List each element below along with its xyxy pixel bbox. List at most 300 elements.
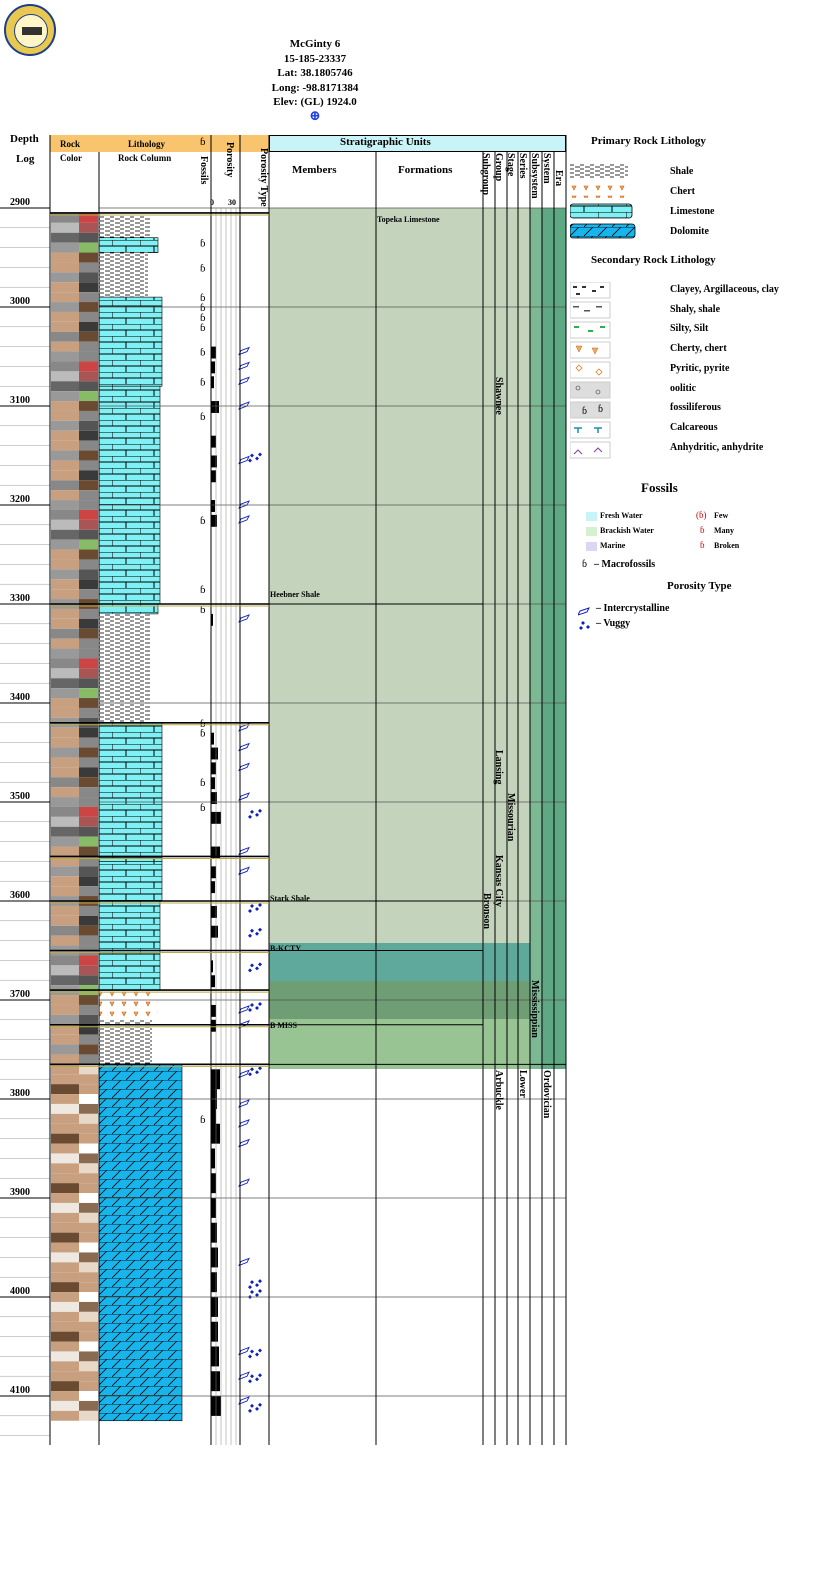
depth-label: 3900 bbox=[10, 1187, 30, 1198]
vuggy-dot bbox=[255, 966, 259, 970]
color-band bbox=[79, 213, 98, 223]
color-band bbox=[79, 1203, 98, 1213]
color-band bbox=[79, 490, 98, 500]
lithology-interval bbox=[99, 238, 158, 253]
color-band bbox=[79, 757, 98, 767]
color-band bbox=[51, 1203, 79, 1213]
color-band bbox=[51, 777, 79, 787]
color-band bbox=[51, 1134, 79, 1144]
fossil-symbol: ɓ bbox=[200, 410, 206, 423]
porosity-header: Porosity bbox=[224, 142, 235, 178]
legend-porosity-icons bbox=[578, 603, 594, 633]
color-band bbox=[51, 738, 79, 748]
fossil-symbol: ɓ bbox=[200, 302, 206, 314]
legend-intercrystalline: – Intercrystalline bbox=[596, 603, 670, 614]
color-band bbox=[79, 559, 98, 569]
color-band bbox=[79, 807, 98, 817]
lithology-interval bbox=[99, 951, 160, 991]
color-band bbox=[51, 866, 79, 876]
color-band bbox=[51, 748, 79, 758]
color-band bbox=[79, 381, 98, 391]
color-band bbox=[79, 1153, 98, 1163]
lithology-interval bbox=[99, 901, 160, 951]
color-band bbox=[51, 757, 79, 767]
legend-secondary-title: Secondary Rock Lithology bbox=[591, 254, 716, 266]
vuggy-mark bbox=[248, 1289, 262, 1299]
color-band bbox=[79, 1134, 98, 1144]
color-band bbox=[51, 559, 79, 569]
vuggy-dot bbox=[255, 457, 259, 461]
color-band bbox=[51, 678, 79, 688]
color-band bbox=[79, 728, 98, 738]
lithology-interval bbox=[99, 253, 148, 298]
color-band bbox=[79, 639, 98, 649]
porosity-type-symbols bbox=[239, 348, 262, 1413]
color-band bbox=[51, 322, 79, 332]
porosity-bar bbox=[211, 1020, 216, 1032]
color-band bbox=[51, 1045, 79, 1055]
era-header: Era bbox=[553, 170, 564, 187]
vuggy-mark bbox=[248, 1279, 262, 1289]
color-band bbox=[79, 629, 98, 639]
color-band bbox=[79, 817, 98, 827]
color-band bbox=[51, 1114, 79, 1124]
color-band bbox=[79, 253, 98, 263]
color-band bbox=[79, 906, 98, 916]
vuggy-mark bbox=[248, 809, 262, 819]
well-lat: Lat: 38.1805746 bbox=[277, 67, 353, 79]
broken-fossil-icon: ɓ bbox=[700, 540, 705, 550]
vuggy-dot bbox=[248, 1008, 252, 1012]
vuggy-dot bbox=[255, 1352, 259, 1356]
depth-label: 4000 bbox=[10, 1286, 30, 1297]
color-band bbox=[79, 352, 98, 362]
color-band bbox=[51, 381, 79, 391]
vuggy-icon bbox=[579, 621, 590, 630]
color-band bbox=[79, 243, 98, 253]
legend-limestone-swatch bbox=[570, 204, 632, 218]
color-band bbox=[51, 421, 79, 431]
color-band bbox=[51, 1005, 79, 1015]
color-band bbox=[79, 995, 98, 1005]
color-band bbox=[79, 530, 98, 540]
color-band bbox=[51, 1025, 79, 1035]
lithology-interval bbox=[99, 723, 162, 862]
color-band bbox=[79, 619, 98, 629]
legend-chert-swatch bbox=[570, 184, 628, 198]
color-band bbox=[79, 1243, 98, 1253]
color-band bbox=[79, 1035, 98, 1045]
formations-header: Formations bbox=[398, 164, 453, 176]
color-band bbox=[51, 312, 79, 322]
color-band bbox=[51, 658, 79, 668]
color-band bbox=[51, 797, 79, 807]
color-band bbox=[79, 1411, 98, 1421]
color-band bbox=[79, 975, 98, 985]
color-band bbox=[79, 589, 98, 599]
color-band bbox=[51, 817, 79, 827]
porosity-bar bbox=[211, 1005, 216, 1017]
color-band bbox=[79, 292, 98, 302]
color-band bbox=[51, 441, 79, 451]
legend-dolomite: Dolomite bbox=[670, 226, 709, 237]
porosity-bar bbox=[211, 500, 215, 512]
vuggy-mark bbox=[248, 1373, 262, 1383]
color-band bbox=[79, 787, 98, 797]
legend-secondary-swatches bbox=[570, 282, 615, 462]
porosity-bar bbox=[211, 926, 218, 938]
vuggy-dot bbox=[258, 1279, 262, 1283]
color-band bbox=[79, 916, 98, 926]
color-band bbox=[79, 451, 98, 461]
well-long: Long: -98.8171384 bbox=[271, 81, 359, 94]
color-band bbox=[79, 1064, 98, 1074]
color-band bbox=[51, 965, 79, 975]
vuggy-dot bbox=[255, 932, 259, 936]
marine-swatch bbox=[586, 542, 597, 551]
color-band bbox=[51, 1104, 79, 1114]
strat-shawnee: Shawnee bbox=[493, 377, 504, 415]
color-band bbox=[79, 1183, 98, 1193]
fossil-symbol: ɓ bbox=[200, 717, 206, 730]
color-band bbox=[51, 262, 79, 272]
color-band bbox=[79, 1371, 98, 1381]
color-band bbox=[51, 886, 79, 896]
depth-label: 4100 bbox=[10, 1385, 30, 1396]
color-band bbox=[51, 470, 79, 480]
vuggy-dot bbox=[255, 1283, 259, 1287]
vuggy-dot bbox=[248, 1072, 252, 1076]
color-band bbox=[51, 460, 79, 470]
color-band bbox=[79, 837, 98, 847]
legend-chert: Chert bbox=[670, 186, 695, 197]
legend-limestone: Limestone bbox=[670, 206, 715, 217]
vuggy-dot bbox=[248, 968, 252, 972]
vuggy-dot bbox=[255, 1006, 259, 1010]
color-band bbox=[51, 1332, 79, 1342]
color-band bbox=[51, 1322, 79, 1332]
color-band bbox=[51, 619, 79, 629]
color-band bbox=[79, 1084, 98, 1094]
fossil-symbol: ɓ bbox=[200, 603, 206, 616]
color-band bbox=[51, 1193, 79, 1203]
porosity-bar bbox=[211, 1069, 220, 1089]
color-band bbox=[79, 550, 98, 560]
color-band bbox=[51, 1272, 79, 1282]
color-band bbox=[79, 262, 98, 272]
color-band bbox=[51, 876, 79, 886]
porosity-bar bbox=[211, 748, 218, 760]
lithology-interval bbox=[99, 614, 150, 723]
vuggy-dot bbox=[258, 928, 262, 932]
vuggy-dot bbox=[258, 1289, 262, 1293]
lithology-interval bbox=[99, 604, 158, 614]
color-band bbox=[51, 955, 79, 965]
fossil-symbol: ɓ bbox=[200, 321, 206, 334]
color-band bbox=[51, 847, 79, 857]
svg-text:ɓ: ɓ bbox=[582, 406, 587, 417]
vuggy-dot bbox=[255, 1293, 259, 1297]
vuggy-dot bbox=[258, 1348, 262, 1352]
rock-column-lithology bbox=[99, 213, 182, 1421]
vuggy-dot bbox=[248, 934, 252, 938]
color-band bbox=[79, 1045, 98, 1055]
color-band bbox=[51, 1292, 79, 1302]
color-band bbox=[51, 332, 79, 342]
legend-pyritic: Pyritic, pyrite bbox=[670, 363, 730, 374]
vuggy-dot bbox=[248, 1285, 252, 1289]
color-band bbox=[79, 1292, 98, 1302]
porosity-bar bbox=[211, 1322, 218, 1342]
color-band bbox=[79, 1302, 98, 1312]
color-band bbox=[51, 352, 79, 362]
color-band bbox=[51, 1302, 79, 1312]
color-header: Color bbox=[60, 153, 82, 163]
color-band bbox=[51, 1035, 79, 1045]
color-band bbox=[79, 698, 98, 708]
color-band bbox=[51, 411, 79, 421]
color-band bbox=[79, 866, 98, 876]
color-band bbox=[79, 649, 98, 659]
color-band bbox=[51, 431, 79, 441]
lithology-interval bbox=[99, 990, 158, 1020]
vuggy-dot bbox=[248, 1354, 252, 1358]
color-band bbox=[51, 490, 79, 500]
lithology-interval bbox=[99, 213, 150, 238]
porosity-bar bbox=[211, 1124, 220, 1144]
vuggy-mark bbox=[248, 1348, 262, 1358]
fossil-symbol: ɓ bbox=[200, 237, 206, 250]
color-band bbox=[79, 1124, 98, 1134]
vuggy-dot bbox=[255, 1377, 259, 1381]
color-band bbox=[79, 965, 98, 975]
vuggy-dot bbox=[250, 929, 254, 933]
rock-color-column bbox=[51, 213, 98, 1421]
depth-label: 3200 bbox=[10, 494, 30, 505]
depth-label: 3000 bbox=[10, 296, 30, 307]
porosity-grid bbox=[216, 208, 236, 1445]
vuggy-dot bbox=[250, 1349, 254, 1353]
color-band bbox=[51, 688, 79, 698]
color-band bbox=[51, 698, 79, 708]
color-band bbox=[79, 1401, 98, 1411]
color-band bbox=[79, 579, 98, 589]
well-name: McGinty 6 bbox=[289, 38, 341, 50]
legend-fresh-water: Fresh Water bbox=[600, 511, 643, 520]
subgroup-header: Subgroup bbox=[480, 153, 491, 196]
fossil-symbol: ɓ bbox=[200, 346, 206, 359]
color-band bbox=[79, 371, 98, 381]
color-band bbox=[79, 272, 98, 282]
color-band bbox=[79, 668, 98, 678]
color-band bbox=[51, 837, 79, 847]
color-band bbox=[51, 579, 79, 589]
color-band bbox=[51, 1183, 79, 1193]
well-elev: Elev: (GL) 1924.0 bbox=[273, 96, 357, 108]
fossil-symbol: ɓ bbox=[200, 777, 206, 790]
color-band bbox=[51, 629, 79, 639]
lithology-interval bbox=[99, 297, 162, 386]
color-band bbox=[51, 1015, 79, 1025]
color-band bbox=[79, 777, 98, 787]
color-band bbox=[79, 361, 98, 371]
color-band bbox=[79, 1342, 98, 1352]
strat-lower: Lower bbox=[517, 1070, 528, 1098]
depth-label: 3800 bbox=[10, 1088, 30, 1099]
porosity-bar bbox=[211, 1173, 216, 1193]
rock-header: Rock bbox=[60, 139, 80, 149]
color-band bbox=[51, 569, 79, 579]
subsystem-header: Subsystem bbox=[529, 153, 540, 199]
macrofossil-icon: ɓ bbox=[582, 559, 587, 570]
strat-heebner: Heebner Shale bbox=[270, 590, 320, 599]
legend-broken: Broken bbox=[714, 541, 740, 550]
color-band bbox=[79, 827, 98, 837]
group-header: Group bbox=[493, 153, 504, 182]
color-band bbox=[51, 1243, 79, 1253]
color-band bbox=[79, 1361, 98, 1371]
legend-many: Many bbox=[714, 526, 734, 535]
color-band bbox=[79, 500, 98, 510]
color-band bbox=[51, 916, 79, 926]
legend-primary-title: Primary Rock Lithology bbox=[591, 135, 706, 147]
few-fossil-icon: (ɓ) bbox=[696, 510, 707, 520]
color-band bbox=[51, 1084, 79, 1094]
color-band bbox=[79, 223, 98, 233]
depth-label: 3300 bbox=[10, 593, 30, 604]
color-band bbox=[51, 767, 79, 777]
vuggy-dot bbox=[250, 1067, 254, 1071]
color-band bbox=[51, 975, 79, 985]
color-band bbox=[51, 253, 79, 263]
color-band bbox=[79, 1005, 98, 1015]
vuggy-dot bbox=[258, 1002, 262, 1006]
color-band bbox=[79, 1322, 98, 1332]
color-band bbox=[51, 1064, 79, 1074]
color-band bbox=[51, 936, 79, 946]
fossil-symbol: ɓ bbox=[200, 727, 206, 740]
color-band bbox=[51, 371, 79, 381]
color-band bbox=[51, 223, 79, 233]
color-band bbox=[51, 1411, 79, 1421]
porosity-bar bbox=[211, 347, 216, 359]
color-band bbox=[51, 609, 79, 619]
many-fossil-icon: ɓ bbox=[700, 525, 705, 535]
color-band bbox=[51, 1153, 79, 1163]
color-band bbox=[79, 332, 98, 342]
color-band bbox=[51, 510, 79, 520]
porosity-bar bbox=[211, 1297, 218, 1317]
vuggy-dot bbox=[255, 813, 259, 817]
color-band bbox=[79, 282, 98, 292]
porosity-bar bbox=[211, 1347, 219, 1367]
legend-macrofossils: – Macrofossils bbox=[594, 559, 656, 570]
color-band bbox=[79, 233, 98, 243]
porosity-bar bbox=[211, 1149, 215, 1169]
svg-text:ɓ: ɓ bbox=[598, 404, 603, 415]
color-band bbox=[79, 847, 98, 857]
vuggy-dot bbox=[248, 815, 252, 819]
strat-kansas-city: Kansas City bbox=[493, 855, 504, 907]
color-band bbox=[51, 302, 79, 312]
color-band bbox=[79, 1054, 98, 1064]
color-band bbox=[51, 282, 79, 292]
color-band bbox=[51, 500, 79, 510]
fossil-symbol: ɓ bbox=[200, 376, 206, 389]
legend-porosity-title: Porosity Type bbox=[667, 580, 732, 592]
porosity-scale-min: 0 bbox=[210, 198, 214, 207]
color-band bbox=[51, 807, 79, 817]
vuggy-dot bbox=[248, 459, 252, 463]
porosity-bar bbox=[211, 975, 215, 987]
color-band bbox=[79, 421, 98, 431]
color-band bbox=[51, 342, 79, 352]
color-band bbox=[79, 1252, 98, 1262]
depth-label: 3500 bbox=[10, 791, 30, 802]
fossil-symbol: ɓ bbox=[200, 514, 206, 527]
color-band bbox=[79, 748, 98, 758]
vuggy-dot bbox=[258, 809, 262, 813]
system-header: System bbox=[541, 153, 552, 184]
color-band bbox=[51, 827, 79, 837]
vuggy-dot bbox=[258, 453, 262, 457]
vuggy-dot bbox=[258, 962, 262, 966]
color-band bbox=[51, 1054, 79, 1064]
fossil-symbol: ɓ bbox=[200, 584, 206, 597]
color-band bbox=[51, 1213, 79, 1223]
legend-calcareous: Calcareous bbox=[670, 422, 718, 433]
color-band bbox=[79, 540, 98, 550]
fresh-water-swatch bbox=[586, 512, 597, 521]
strat-topeka: Topeka Limestone bbox=[377, 215, 440, 224]
porosity-scale-max: 30 bbox=[228, 198, 236, 207]
porosity-bar bbox=[211, 436, 216, 448]
color-band bbox=[51, 1074, 79, 1084]
color-band bbox=[51, 1124, 79, 1134]
color-band bbox=[79, 569, 98, 579]
vuggy-mark bbox=[248, 1403, 262, 1413]
porosity-bar bbox=[211, 1248, 218, 1268]
color-band bbox=[51, 1262, 79, 1272]
color-band bbox=[79, 342, 98, 352]
color-band bbox=[51, 649, 79, 659]
legend-fossils-title: Fossils bbox=[641, 480, 678, 495]
color-band bbox=[79, 510, 98, 520]
color-band bbox=[79, 1025, 98, 1035]
color-band bbox=[79, 876, 98, 886]
color-band bbox=[79, 1312, 98, 1322]
vuggy-dot bbox=[248, 1379, 252, 1383]
color-band bbox=[79, 1213, 98, 1223]
strat-ordovician: Ordovician bbox=[541, 1070, 552, 1119]
vuggy-dot bbox=[250, 454, 254, 458]
color-band bbox=[79, 1104, 98, 1114]
fossil-symbol: ɓ bbox=[200, 262, 206, 275]
vuggy-dot bbox=[258, 1403, 262, 1407]
color-band bbox=[51, 1351, 79, 1361]
legend-oolitic: oolitic bbox=[670, 383, 697, 394]
lithology-header: Lithology bbox=[128, 139, 166, 149]
vuggy-dot bbox=[250, 1374, 254, 1378]
color-band bbox=[79, 441, 98, 451]
color-band bbox=[79, 1015, 98, 1025]
color-band bbox=[79, 322, 98, 332]
color-band bbox=[79, 1173, 98, 1183]
color-band bbox=[79, 1351, 98, 1361]
color-band bbox=[51, 856, 79, 866]
color-band bbox=[51, 708, 79, 718]
color-band bbox=[51, 1163, 79, 1173]
